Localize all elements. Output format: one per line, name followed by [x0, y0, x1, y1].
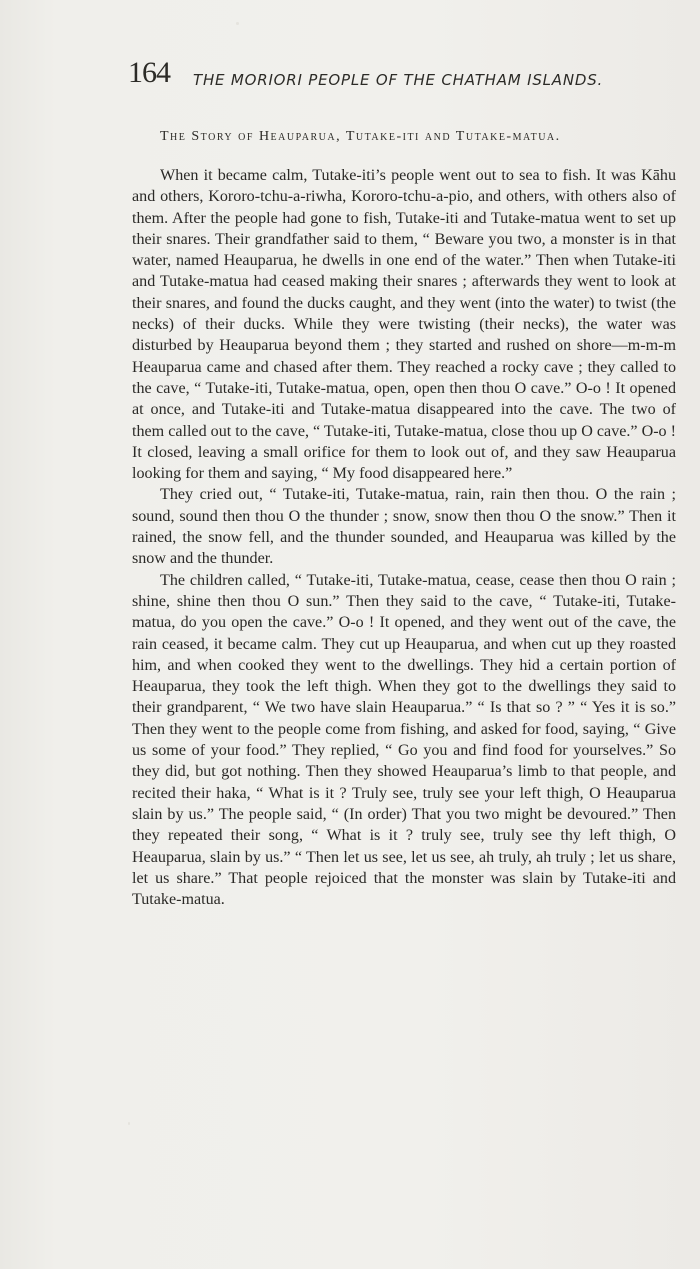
paper-speck — [236, 22, 239, 25]
running-title: THE MORIORI PEOPLE OF THE CHATHAM ISLANDS. — [193, 71, 604, 89]
paragraph: The children called, “ Tutake-iti, Tutake-matua, cease, cease then thou O rain ; shine, shine then thou O sun.” Then they said to the cave, “ Tutake-iti, Tutake-matua, do you open the cave.” O-o ! It opened, and they went out of the cave, the rain ceased, it became calm. They cut up Heauparua, and when cut up they roasted him, and when cooked they went to the dwellings. They hid a certain portion of Heauparua, they took the left thigh. When they got to the dwellings they said to their grandparent, “ We two have slain Heauparua.” “ Is that so ? ” “ Yes it is so.” Then they went to the people come from fishing, and asked for food, saying, “ Give us some of your food.” They replied, “ Go you and find food for yourselves.” So they did, but got nothing. Then they showed Heauparua’s limb to that people, and recited their haka, “ What is it ? Truly see, truly see your left thigh, O Heauparua slain by us.” The people said, “ (In order) That you two might be devoured.” Then they repeated their song, “ What is it ? truly see, truly see thy left thigh, O Heauparua, slain by us.” “ Then let us see, let us see, ah truly, ah truly ; let us share, let us share.” That people rejoiced that the monster was slain by Tutake-iti and Tutake-matua. — [132, 571, 676, 909]
story-body — [132, 165, 676, 910]
page-header — [128, 56, 688, 96]
paragraph: When it became calm, Tutake-iti’s people went out to sea to fish. It was Kāhu and others, Kororo-tchu-a-riwha, Kororo-tchu-a-pio, and others, with others also of them. After the people had gone to fish, Tutake-iti and Tutake-matua went to set up their snares. Their grandfather said to them, “ Beware you two, a monster is in that water, named Heauparua, he dwells in one end of the water.” Then when Tutake-iti and Tutake-matua had ceased making their snares ; afterwards they went to look at their snares, and found the ducks caught, and they went (into the water) to twist (the necks) of their ducks. While they were twisting (their necks), the water was disturbed by Heauparua beyond them ; they started and rushed on shore—m-m-m Heauparua came and chased after them. They reached a rocky cave ; they called to the cave, “ Tutake-iti, Tutake-matua, open, open then thou O cave.” O-o ! It opened at once, and Tutake-iti and Tutake-matua disappeared into the cave. The two of them called out to the cave, “ Tutake-iti, Tutake-matua, close thou up O cave.” O-o ! It closed, leaving a small orifice for them to look out of, and they saw Heauparua looking for them and saying, “ My food disappeared here.” — [132, 167, 676, 483]
paragraph: They cried out, “ Tutake-iti, Tutake-matua, rain, rain then thou. O the rain ; sound, sound then thou O the thunder ; snow, snow then thou O the snow.” Then it rained, the snow fell, and the thunder sounded, and Heauparua was killed by the snow and the thunder. — [132, 486, 676, 568]
story-title: The Story of Heauparua, Tutake-iti and Tutake-matua. — [160, 129, 561, 144]
paper-speck — [128, 1122, 130, 1125]
page-number: 164 — [128, 56, 170, 89]
